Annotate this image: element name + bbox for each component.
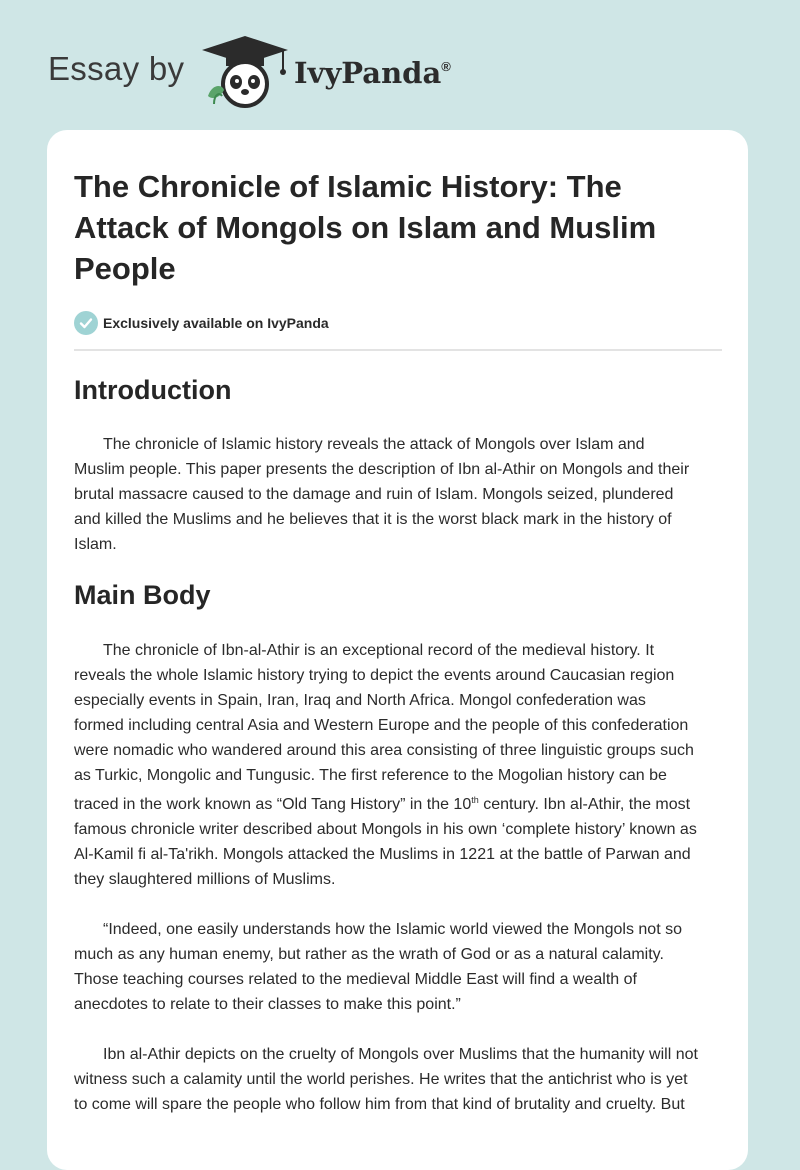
exclusive-badge: [74, 311, 722, 335]
essay-by-label: Essay by: [48, 50, 185, 87]
divider: [74, 349, 722, 351]
panda-graduation-cap-icon[interactable]: [200, 34, 290, 110]
quote-paragraph: “Indeed, one easily understands how the Islamic world viewed the Mongols not so much as any human enemy, but rather as the wrath of God or as a natural calamity. Those teaching courses related to the medieval Middle East will find a wealth of anecdotes to relate to their classes to make this point.”: [74, 921, 682, 1013]
ordinal-superscript: th: [471, 795, 479, 805]
main-body-paragraph-3: Ibn al-Athir depicts on the cruelty of Mongols over Muslims that the humanity will not witness such a calamity until the world perishes. He writes that the antichrist who is yet to come will spare the people who follow him from that kind of brutality and cruelty. But: [74, 1046, 698, 1113]
introduction-paragraph: The chronicle of Islamic history reveals the attack of Mongols over Islam and Muslim people. This paper presents the description of Ibn al-Athir on Mongols and their brutal massacre caused to the damage and ruin of Islam. Mongols seized, plundered and killed the Muslims and he believes that it is the worst black mark in the history of Islam.: [74, 436, 690, 553]
section-heading-main-body: Main Body: [74, 580, 211, 610]
registered-mark: ®: [441, 59, 451, 74]
exclusive-label: Exclusively available on IvyPanda: [103, 315, 329, 331]
brand-name[interactable]: [294, 56, 451, 90]
site-header: [0, 0, 800, 130]
section-heading-introduction: Introduction: [74, 375, 232, 405]
main-body-paragraph-1: [74, 638, 722, 892]
essay-title: The Chronicle of Islamic History: The Attack of Mongols on Islam and Muslim People: [74, 169, 657, 286]
essay-card: [47, 130, 748, 1170]
main-body-p1-text-b: century. Ibn al-Athir, the most famous chronicle writer described about Mongols in his own ‘complete history’ known as Al-Kamil fi al-Ta'rikh. Mongols attacked the Muslims in 1221 at the battle of Parwan and they slaughtered millions of Muslims.: [74, 796, 697, 888]
main-body-p1-text-a: The chronicle of Ibn-al-Athir is an exceptional record of the medieval history. It reveals the whole Islamic history trying to depict the events around Caucasian region especially events in Spain, Iran, Iraq and North Africa. Mongol confederation was formed including central Asia and Western Europe and the people of this confederation were nomadic who wandered around this area consisting of three linguistic groups such as Turkic, Mongolic and Tungusic. The first reference to the Mogolian history can be traced in the work known as “Old Tang History” in the 10: [74, 642, 694, 813]
check-circle-icon: [74, 311, 98, 335]
brand-text: IvyPanda: [294, 56, 442, 90]
